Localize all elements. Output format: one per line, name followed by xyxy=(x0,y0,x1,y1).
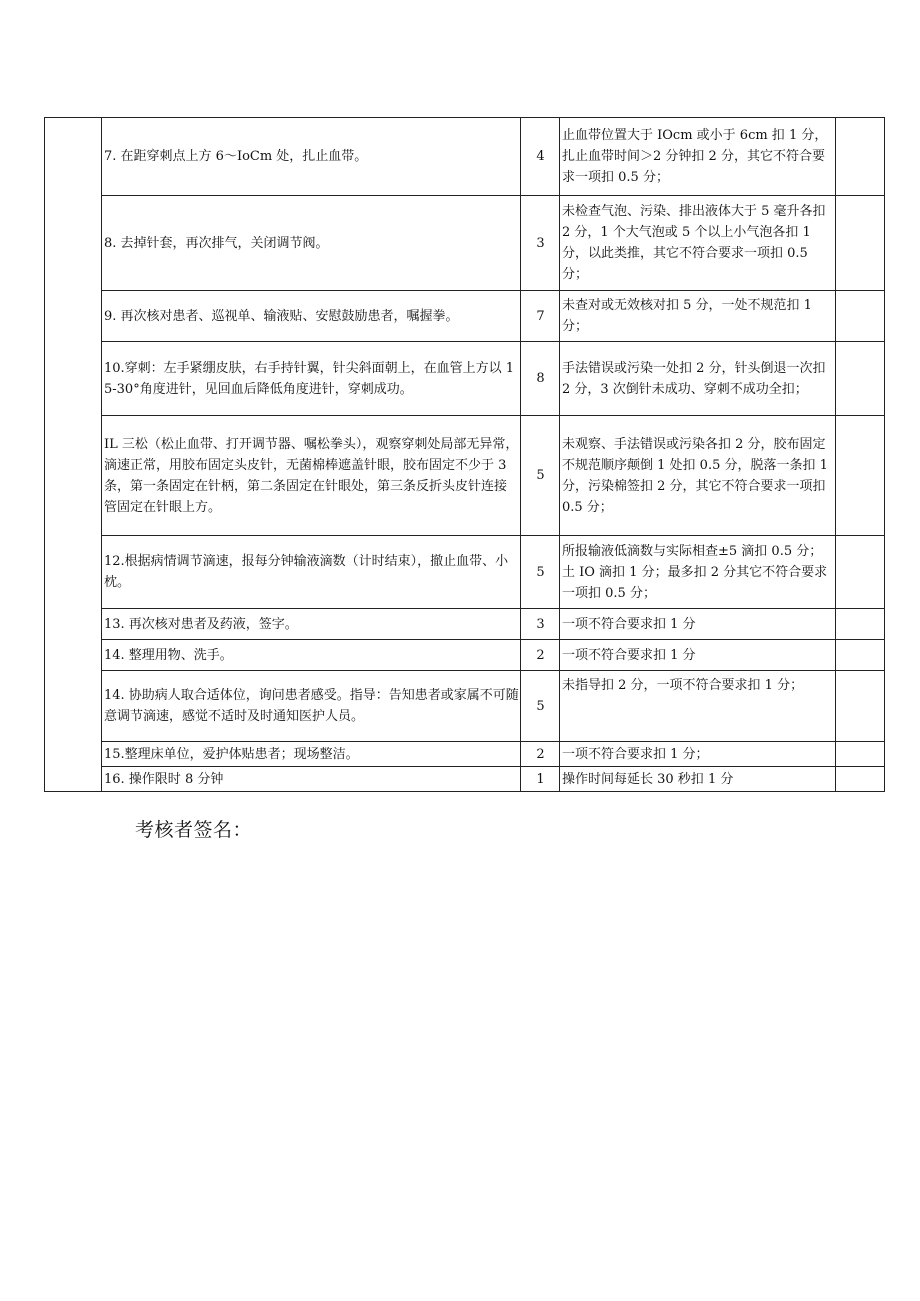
table-row xyxy=(45,767,885,792)
score-cell: 1 xyxy=(521,767,560,792)
category-cell xyxy=(45,118,102,792)
deduction-cell: 未检查气泡、污染、排出液体大于 5 毫升各扣 2 分，1 个大气泡或 5 个以上小气泡各扣 1 分，以此类推，其它不符合要求一项扣 0.5 分； xyxy=(560,196,836,291)
actual-score-cell xyxy=(836,342,885,416)
actual-score-cell xyxy=(836,671,885,742)
actual-score-cell xyxy=(836,291,885,342)
deduction-cell: 未查对或无效核对扣 5 分，一处不规范扣 1 分； xyxy=(560,291,836,342)
step-cell: IL 三松（松止血带、打开调节器、嘱松拳头），观察穿刺处局部无异常，滴速正常，用胶布固定头皮针，无菌棉棒遮盖针眼，胶布固定不少于 3 条，第一条固定在针柄，第二条固定在针眼处，第三条反折头皮针连接管固定在针眼上方。 xyxy=(102,416,521,536)
table-row xyxy=(45,416,885,536)
scoring-table xyxy=(44,117,885,792)
score-cell: 3 xyxy=(521,609,560,640)
deduction-cell: 未观察、手法错误或污染各扣 2 分，胶布固定不规范顺序颠倒 1 处扣 0.5 分，脱落一条扣 1 分，污染棉签扣 2 分，其它不符合要求一项扣 0.5 分； xyxy=(560,416,836,536)
actual-score-cell xyxy=(836,416,885,536)
step-cell: 8. 去掉针套，再次排气，关闭调节阀。 xyxy=(102,196,521,291)
score-cell: 2 xyxy=(521,640,560,671)
actual-score-cell xyxy=(836,536,885,609)
step-cell: 14. 协助病人取合适体位，询问患者感受。指导：告知患者或家属不可随意调节滴速，感觉不适时及时通知医护人员。 xyxy=(102,671,521,742)
step-cell: 7. 在距穿刺点上方 6～IoCm 处，扎止血带。 xyxy=(102,118,521,196)
examiner-signature-label: 考核者签名： xyxy=(135,819,253,841)
score-cell: 8 xyxy=(521,342,560,416)
actual-score-cell xyxy=(836,767,885,792)
score-cell: 3 xyxy=(521,196,560,291)
table-row xyxy=(45,196,885,291)
step-cell: 12.根据病情调节滴速，报每分钟输液滴数（计时结束），撤止血带、小枕。 xyxy=(102,536,521,609)
step-cell: 14. 整理用物、洗手。 xyxy=(102,640,521,671)
actual-score-cell xyxy=(836,640,885,671)
table-row xyxy=(45,291,885,342)
actual-score-cell xyxy=(836,118,885,196)
step-cell: 10.穿刺：左手紧绷皮肤，右手持针翼，针尖斜面朝上，在血管上方以 15-30°角度进针，见回血后降低角度进针，穿刺成功。 xyxy=(102,342,521,416)
table-row xyxy=(45,118,885,196)
deduction-cell: 止血带位置大于 IOcm 或小于 6cm 扣 1 分，扎止血带时间＞2 分钟扣 2 分，其它不符合要求一项扣 0.5 分； xyxy=(560,118,836,196)
score-cell: 5 xyxy=(521,671,560,742)
step-cell: 13. 再次核对患者及药液，签字。 xyxy=(102,609,521,640)
step-cell: 16. 操作限时 8 分钟 xyxy=(102,767,521,792)
deduction-cell: 手法错误或污染一处扣 2 分，针头倒退一次扣 2 分，3 次倒针未成功、穿刺不成功全扣； xyxy=(560,342,836,416)
table-row xyxy=(45,742,885,767)
deduction-cell: 操作时间每延长 30 秒扣 1 分 xyxy=(560,767,836,792)
score-cell: 5 xyxy=(521,416,560,536)
deduction-cell: 一项不符合要求扣 1 分 xyxy=(560,609,836,640)
score-cell: 4 xyxy=(521,118,560,196)
actual-score-cell xyxy=(836,196,885,291)
score-cell: 2 xyxy=(521,742,560,767)
step-cell: 9. 再次核对患者、巡视单、输液贴、安慰鼓励患者，嘱握拳。 xyxy=(102,291,521,342)
table-row xyxy=(45,536,885,609)
deduction-cell: 所报输液低滴数与实际相查±5 滴扣 0.5 分；土 IO 滴扣 1 分；最多扣 2 分其它不符合要求一项扣 0.5 分； xyxy=(560,536,836,609)
actual-score-cell xyxy=(836,609,885,640)
table-row xyxy=(45,671,885,742)
table-row xyxy=(45,640,885,671)
deduction-cell: 一项不符合要求扣 1 分； xyxy=(560,742,836,767)
deduction-cell: 未指导扣 2 分，一项不符合要求扣 1 分； xyxy=(560,671,836,742)
deduction-cell: 一项不符合要求扣 1 分 xyxy=(560,640,836,671)
score-cell: 5 xyxy=(521,536,560,609)
step-cell: 15.整理床单位，爱护体贴患者；现场整洁。 xyxy=(102,742,521,767)
score-cell: 7 xyxy=(521,291,560,342)
table-row xyxy=(45,609,885,640)
actual-score-cell xyxy=(836,742,885,767)
table-row xyxy=(45,342,885,416)
